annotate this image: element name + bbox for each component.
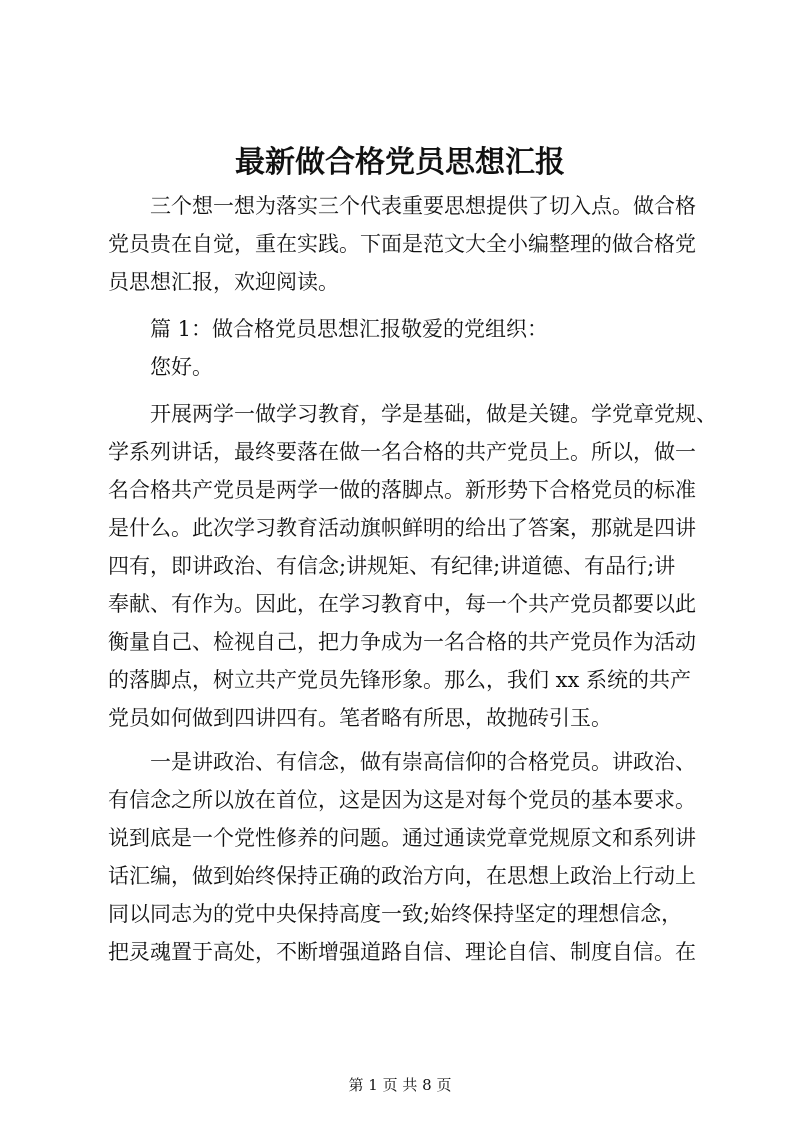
body-line-20: 把灵魂置于高处，不断增强道路自信、理论自信、制度自信。在: [108, 940, 696, 964]
body-line-13: 的落脚点，树立共产党员先锋形象。那么，我们 xx 系统的共产: [108, 668, 692, 692]
body-line-6: 开展两学一做学习教育，学是基础，做是关键。学党章党规、: [150, 402, 717, 426]
body-line-5: 您好。: [150, 355, 213, 379]
body-line-11: 奉献、有作为。因此，在学习教育中，每一个共产党员都要以此: [108, 592, 696, 616]
document-title: 最新做合格党员思想汇报: [235, 145, 565, 180]
body-line-9: 是什么。此次学习教育活动旗帜鲜明的给出了答案，那就是四讲: [108, 516, 696, 540]
body-line-12: 衡量自己、检视自己，把力争成为一名合格的共产党员作为活动: [108, 630, 696, 654]
body-line-15: 一是讲政治、有信念，做有崇高信仰的合格党员。讲政治、: [150, 750, 696, 774]
body-line-7: 学系列讲话，最终要落在做一名合格的共产党员上。所以，做一: [108, 440, 696, 464]
body-line-10: 四有，即讲政治、有信念;讲规矩、有纪律;讲道德、有品行;讲: [108, 554, 676, 578]
body-line-18: 话汇编，做到始终保持正确的政治方向，在思想上政治上行动上: [108, 864, 696, 888]
body-line-16: 有信念之所以放在首位，这是因为这是对每个党员的基本要求。: [108, 788, 696, 812]
body-line-19: 同以同志为的党中央保持高度一致;始终保持坚定的理想信念，: [108, 902, 683, 926]
body-line-2: 党员贵在自觉，重在实践。下面是范文大全小编整理的做合格党: [108, 232, 696, 256]
body-line-8: 名合格共产党员是两学一做的落脚点。新形势下合格党员的标准: [108, 478, 696, 502]
body-line-4: 篇 1：做合格党员思想汇报敬爱的党组织：: [150, 317, 549, 341]
page-footer: 第 1 页 共 8 页: [348, 1076, 452, 1094]
body-line-17: 说到底是一个党性修养的问题。通过通读党章党规原文和系列讲: [108, 826, 696, 850]
body-line-14: 党员如何做到四讲四有。笔者略有所思，故抛砖引玉。: [108, 706, 612, 730]
body-line-1: 三个想一想为落实三个代表重要思想提供了切入点。做合格: [150, 194, 696, 218]
body-line-3: 员思想汇报，欢迎阅读。: [108, 270, 339, 294]
